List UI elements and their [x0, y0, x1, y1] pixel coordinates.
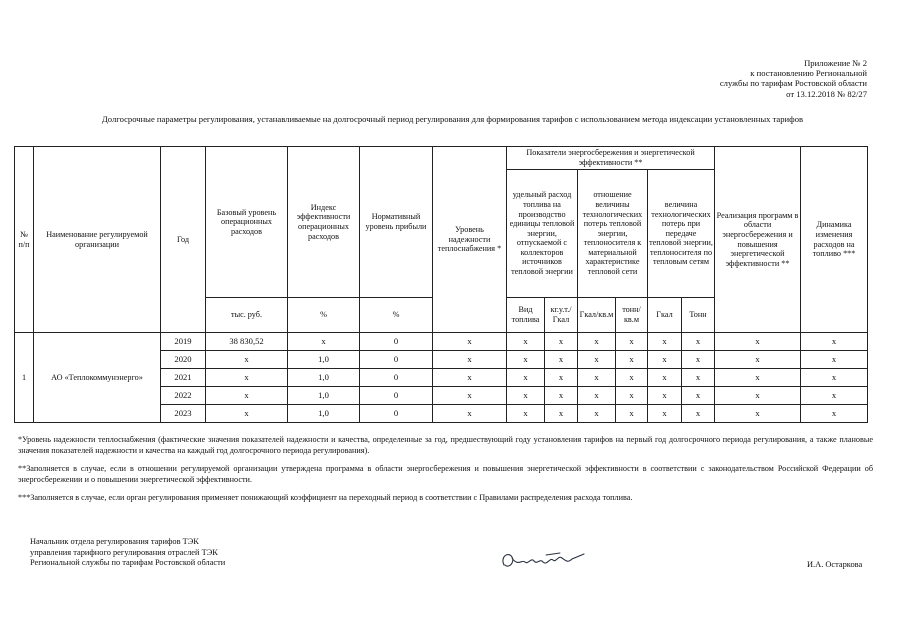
table-cell: x — [682, 333, 715, 351]
table-cell: x — [715, 369, 801, 387]
table-cell: 0 — [360, 387, 433, 405]
org-name: АО «Теплокоммунэнерго» — [34, 333, 161, 423]
footnote-fuel: ***Заполняется в случае, если орган регулирования применяет понижающий коэффициент на переходный период в соответствии с Правилами распределения расхода топлива. — [18, 493, 633, 502]
signatory-line-1: Начальник отдела регулирования тарифов ТЭК — [30, 537, 199, 546]
year-cell: 2020 — [161, 351, 206, 369]
table-cell: x — [715, 387, 801, 405]
header-organization: Наименование регулируемой организации — [34, 147, 161, 333]
appendix-line-1: Приложение № 2 — [804, 58, 867, 68]
table-cell: 1,0 — [288, 405, 360, 423]
header-fuel-rate: удельный расход топлива на производство единицы тепловой энергии, отпускаемой с коллекторов источников тепловой энергии — [507, 170, 578, 298]
parameters-table — [14, 146, 868, 423]
table-cell: x — [715, 333, 801, 351]
org-num: 1 — [15, 333, 34, 423]
header-profit-level: Нормативный уровень прибыли — [360, 147, 433, 298]
table-cell: x — [648, 351, 682, 369]
unit-loss-ratio-gcal: Гкал/кв.м — [578, 298, 616, 333]
header-base-level: Базовый уровень операционных расходов — [206, 147, 288, 298]
table-cell: x — [507, 405, 545, 423]
unit-loss-ratio-ton: тонн/кв.м — [616, 298, 648, 333]
document-title: Долгосрочные параметры регулирования, устанавливаемые на долгосрочный период регулирования для формирования тарифов с использованием метода индексации установленных тарифов — [101, 114, 804, 124]
header-num: № п/п — [15, 147, 34, 333]
header-program: Реализация программ в области энергосбережения и повышения энергетической эффективности ** — [715, 147, 801, 333]
table-cell: x — [578, 333, 616, 351]
handwritten-signature — [498, 545, 588, 575]
table-cell: 0 — [360, 369, 433, 387]
signatory-name: И.А. Остаркова — [807, 560, 863, 569]
table-row — [15, 333, 868, 351]
unit-fuel-type: Вид топлива — [507, 298, 545, 333]
table-cell: x — [507, 333, 545, 351]
footnote-energy-program: **Заполняется в случае, если в отношении регулируемой организации утверждена программа в области энергосбережения и повышения энергетической эффективности в соответствии с законодательством Российской Федерации об энергосбережении и о повышении энергетической эффективности. — [18, 464, 873, 485]
header-efficiency-index: Индекс эффективности операционных расходов — [288, 147, 360, 298]
table-cell: x — [507, 369, 545, 387]
table-cell: 0 — [360, 333, 433, 351]
header-reliability: Уровень надежности теплоснабжения * — [433, 147, 507, 333]
table-cell: x — [206, 369, 288, 387]
table-cell: x — [433, 333, 507, 351]
year-cell: 2021 — [161, 369, 206, 387]
table-cell: x — [433, 387, 507, 405]
table-cell: x — [801, 351, 868, 369]
unit-efficiency-index: % — [288, 298, 360, 333]
table-cell: x — [545, 405, 578, 423]
header-loss-amount: величина технологических потерь при передаче тепловой энергии, теплоносителя по тепловым сетям — [648, 170, 715, 298]
table-cell: x — [433, 405, 507, 423]
table-cell: x — [206, 351, 288, 369]
footnote-reliability: *Уровень надежности теплоснабжения (фактические значения показателей надежности и качества, определенные за год, предшествующий году установления тарифов на первый год долгосрочного периода регулирования, а также плановые значения показателей надежности и качества на каждый год долгосрочного периода регулирования). — [18, 435, 873, 456]
table-cell: 0 — [360, 405, 433, 423]
table-cell: x — [616, 333, 648, 351]
signatory-position — [30, 537, 225, 569]
unit-base-level: тыс. руб. — [206, 298, 288, 333]
table-cell: x — [616, 405, 648, 423]
table-cell: x — [616, 369, 648, 387]
table-cell: x — [578, 387, 616, 405]
table-cell: x — [545, 387, 578, 405]
table-cell: 1,0 — [288, 369, 360, 387]
table-cell: 1,0 — [288, 351, 360, 369]
header-loss-ratio: отношение величины технологических потерь тепловой энергии, теплоносителя к материальной характеристике тепловой сети — [578, 170, 648, 298]
table-cell: 1,0 — [288, 387, 360, 405]
header-year: Год — [161, 147, 206, 333]
signatory-line-3: Региональной службы по тарифам Ростовской области — [30, 558, 226, 568]
year-cell: 2019 — [161, 333, 206, 351]
table-cell: x — [578, 405, 616, 423]
table-cell: x — [801, 405, 868, 423]
table-cell: x — [288, 333, 360, 351]
table-cell: x — [545, 333, 578, 351]
table-cell: x — [545, 369, 578, 387]
table-cell: x — [715, 405, 801, 423]
table-cell: x — [682, 369, 715, 387]
table-cell: x — [433, 369, 507, 387]
table-cell: x — [616, 387, 648, 405]
unit-loss-ton: Тонн — [682, 298, 715, 333]
table-cell: x — [206, 405, 288, 423]
table-cell: x — [801, 387, 868, 405]
table-cell: 38 830,52 — [206, 333, 288, 351]
table-cell: x — [433, 351, 507, 369]
table-cell: x — [648, 333, 682, 351]
year-cell: 2023 — [161, 405, 206, 423]
appendix-line-3: службы по тарифам Ростовской области — [719, 78, 867, 89]
table-cell: x — [507, 387, 545, 405]
table-cell: x — [801, 369, 868, 387]
unit-fuel-rate: кг.у.т./Гкал — [545, 298, 578, 333]
table-cell: 0 — [360, 351, 433, 369]
appendix-line-2: к постановлению Региональной — [750, 68, 867, 79]
table-cell: x — [801, 333, 868, 351]
appendix-line-4: от 13.12.2018 № 82/27 — [786, 88, 867, 99]
appendix-header — [720, 58, 867, 99]
table-cell: x — [507, 351, 545, 369]
table-cell: x — [648, 387, 682, 405]
table-cell: x — [578, 369, 616, 387]
table-cell: x — [682, 405, 715, 423]
header-energy-group: Показатели энергосбережения и энергетической эффективности ** — [507, 147, 715, 170]
table-cell: x — [682, 351, 715, 369]
unit-profit-level: % — [360, 298, 433, 333]
signatory-line-2: управления тарифного регулирования отраслей ТЭК — [30, 547, 218, 557]
header-dynamics: Динамика изменения расходов на топливо *** — [801, 147, 868, 333]
unit-loss-gcal: Гкал — [648, 298, 682, 333]
table-cell: x — [206, 387, 288, 405]
table-cell: x — [682, 387, 715, 405]
table-cell: x — [616, 351, 648, 369]
table-cell: x — [715, 351, 801, 369]
table-cell: x — [578, 351, 616, 369]
year-cell: 2022 — [161, 387, 206, 405]
table-cell: x — [648, 405, 682, 423]
table-cell: x — [648, 369, 682, 387]
table-cell: x — [545, 351, 578, 369]
